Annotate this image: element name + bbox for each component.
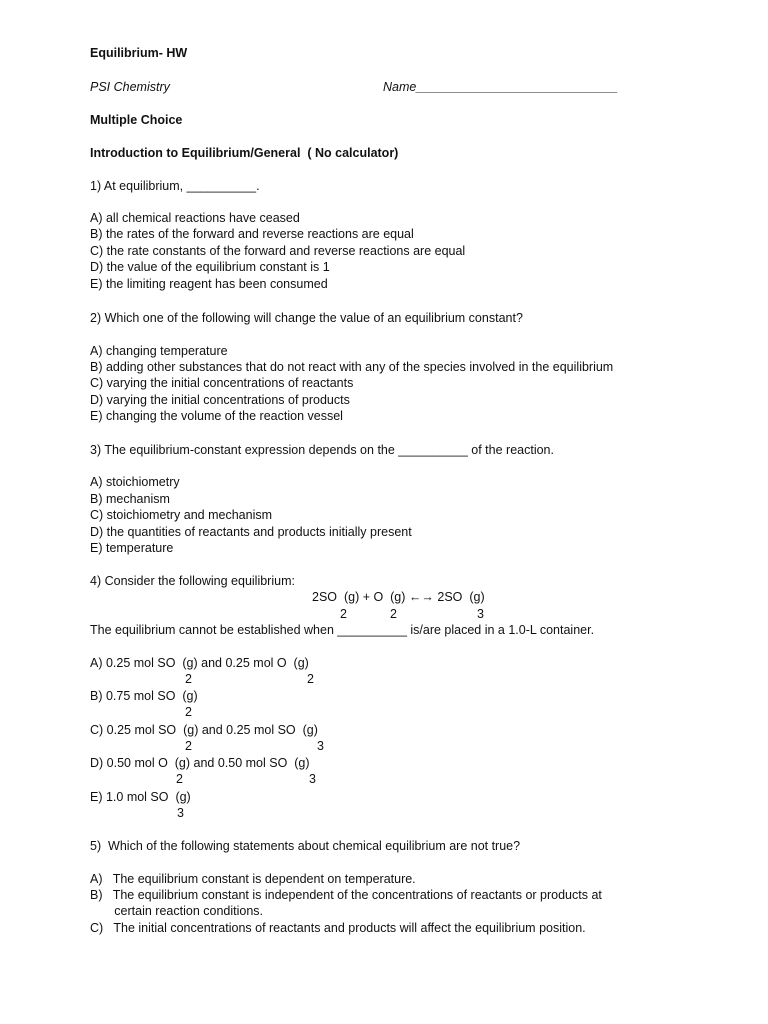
- question-1-stem: 1) At equilibrium, __________.: [90, 179, 260, 193]
- question-4-follow-text: The equilibrium cannot be established when __________ is/are placed in a 1.0-L container.: [90, 623, 595, 637]
- question-5-stem: 5) Which of the following statements about chemical equilibrium are not true?: [90, 839, 521, 853]
- worksheet-title: Equilibrium- HW: [90, 46, 188, 60]
- question-2-option-e: E) changing the volume of the reaction vessel: [90, 409, 343, 423]
- equation-subscript: 3: [477, 607, 484, 621]
- question-4-option-e: E) 1.0 mol SO (g): [90, 790, 191, 804]
- question-2-option-d: D) varying the initial concentrations of products: [90, 393, 350, 407]
- question-3-option-d: D) the quantities of reactants and products initially present: [90, 525, 412, 539]
- question-5-option-b-continued: certain reaction conditions.: [90, 904, 264, 918]
- question-3-option-a: A) stoichiometry: [90, 475, 180, 489]
- question-3-option-b: B) mechanism: [90, 492, 170, 506]
- question-1-option-a: A) all chemical reactions have ceased: [90, 211, 300, 225]
- option-subscript: 3: [309, 772, 316, 786]
- option-subscript: 2: [185, 739, 192, 753]
- course-name: PSI Chemistry: [90, 80, 170, 94]
- option-subscript: 2: [307, 672, 314, 686]
- question-4-option-b: B) 0.75 mol SO (g): [90, 689, 198, 703]
- subsection-heading: Introduction to Equilibrium/General ( No calculator): [90, 146, 399, 160]
- option-subscript: 2: [185, 705, 192, 719]
- question-5-option-b: B) The equilibrium constant is independent of the concentrations of reactants or products at: [90, 888, 602, 902]
- question-1-option-d: D) the value of the equilibrium constant is 1: [90, 260, 330, 274]
- question-4-option-d: D) 0.50 mol O (g) and 0.50 mol SO (g): [90, 756, 310, 770]
- question-5-option-c: C) The initial concentrations of reactants and products will affect the equilibrium position.: [90, 921, 586, 935]
- question-1-option-b: B) the rates of the forward and reverse reactions are equal: [90, 227, 414, 241]
- equation-subscript: 2: [390, 607, 397, 621]
- equation-subscript: 2: [340, 607, 347, 621]
- question-2-option-c: C) varying the initial concentrations of reactants: [90, 376, 354, 390]
- option-subscript: 3: [177, 806, 184, 820]
- question-4-equation: 2SO (g) + O (g) ←→ 2SO (g): [312, 590, 485, 604]
- question-2-option-a: A) changing temperature: [90, 344, 228, 358]
- question-3-stem: 3) The equilibrium-constant expression depends on the __________ of the reaction.: [90, 443, 554, 457]
- question-4-option-c: C) 0.25 mol SO (g) and 0.25 mol SO (g): [90, 723, 318, 737]
- question-3-option-e: E) temperature: [90, 541, 174, 555]
- section-heading: Multiple Choice: [90, 113, 183, 127]
- question-2-stem: 2) Which one of the following will change the value of an equilibrium constant?: [90, 311, 523, 325]
- question-4-option-a: A) 0.25 mol SO (g) and 0.25 mol O (g): [90, 656, 309, 670]
- question-1-option-c: C) the rate constants of the forward and reverse reactions are equal: [90, 244, 466, 258]
- question-3-option-c: C) stoichiometry and mechanism: [90, 508, 273, 522]
- student-name-field: Name_____________________________: [383, 80, 618, 94]
- question-4-stem: 4) Consider the following equilibrium:: [90, 574, 295, 588]
- option-subscript: 2: [185, 672, 192, 686]
- option-subscript: 2: [176, 772, 183, 786]
- option-subscript: 3: [317, 739, 324, 753]
- question-2-option-b: B) adding other substances that do not react with any of the species involved in the equilibrium: [90, 360, 614, 374]
- question-1-option-e: E) the limiting reagent has been consumed: [90, 277, 328, 291]
- question-5-option-a: A) The equilibrium constant is dependent on temperature.: [90, 872, 416, 886]
